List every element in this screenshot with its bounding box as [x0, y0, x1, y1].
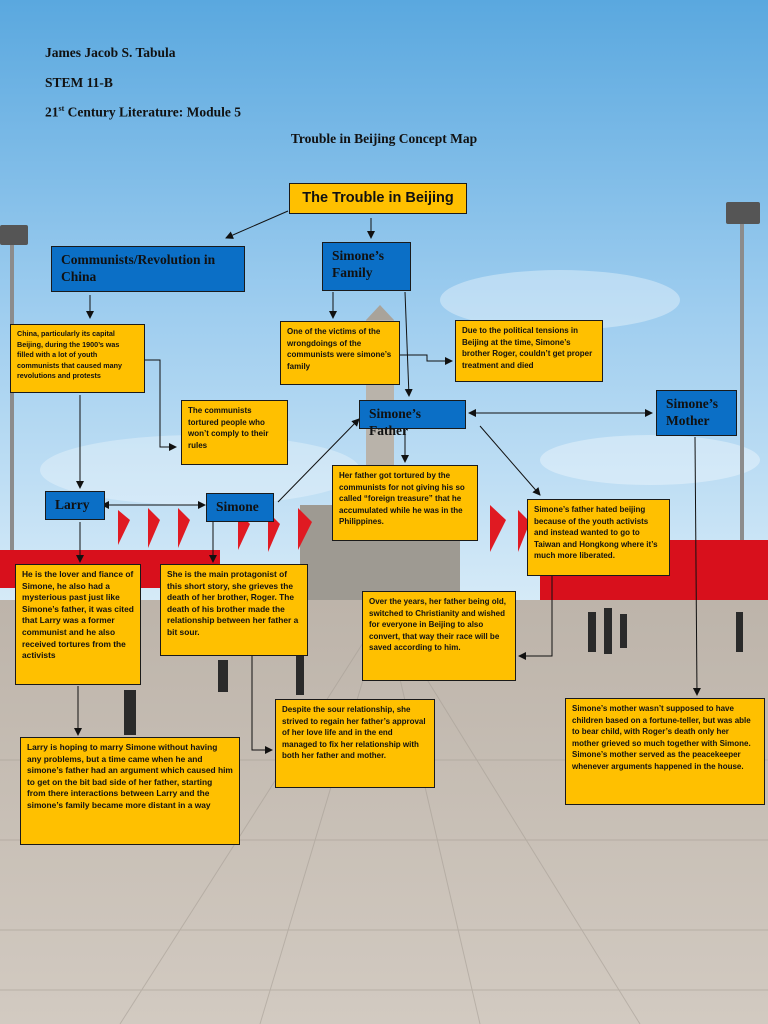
- communists-node: Communists/Revolution in China: [51, 246, 245, 292]
- father-node: Simone’s Father: [359, 400, 466, 429]
- note-tortured: The communists tortured people who won’t comply to their rules: [181, 400, 288, 465]
- note-victims: One of the victims of the wrongdoings of the communists were simone’s family: [280, 321, 400, 385]
- note-father-hated: Simone’s father hated beijing because of the youth activists and instead wanted to go to Taiwan and Hongkong where it’s much more liberated.: [527, 499, 670, 576]
- note-father-tortured: Her father got tortured by the communists for not giving his so called “foreign treasure” that he accumulated while he was in the Philippines.: [332, 465, 478, 541]
- simone-node: Simone: [206, 493, 274, 522]
- note-mother-teller: Simone’s mother wasn’t supposed to have children based on a fortune-teller, but was able to bear child, with Roger’s death only her mother grieved so much together with Simone. Simone’s mother served as the peacekeeper whenever arguments happened in the house.: [565, 698, 765, 805]
- course-module: 21st Century Literature: Module 5: [45, 104, 242, 120]
- note-larry-hoping: Larry is hoping to marry Simone without having any problems, but a time came when he and simone’s father had an argument which caused him to get on the bit bad side of her father, starting from there interactions between Larry and the simone’s family became more distant in a way: [20, 737, 240, 845]
- larry-node: Larry: [45, 491, 105, 520]
- root-node: The Trouble in Beijing: [289, 183, 467, 214]
- note-china: China, particularly its capital Beijing, during the 1900’s was filled with a lot of youth communists that caused many revolutions and protests: [10, 324, 145, 393]
- concept-map-title: Trouble in Beijing Concept Map: [290, 131, 478, 146]
- note-christianity: Over the years, her father being old, switched to Christianity and wished for everyone in Beijing to also convert, that way their race will be saved according to him.: [362, 591, 516, 681]
- note-larry-lover: He is the lover and fiance of Simone, he also had a mysterious past just like Simone’s father, it was cited that Larry was a former communist and he also received tortures from the activists: [15, 564, 141, 685]
- class-section: STEM 11-B: [45, 75, 113, 90]
- note-despite: Despite the sour relationship, she strived to regain her father’s approval of her love life and in the end managed to fix her relationship with both her father and mother.: [275, 699, 435, 788]
- note-simone-protagonist: She is the main protagonist of this short story, she grieves the death of her brother, Roger. The death of his brother made the relationship between her father a bit sour.: [160, 564, 308, 656]
- family-node: Simone’s Family: [322, 242, 411, 291]
- note-roger: Due to the political tensions in Beijing at the time, Simone’s brother Roger, couldn’t get proper treatment and died: [455, 320, 603, 382]
- student-name: James Jacob S. Tabula: [45, 45, 176, 60]
- mother-node: Simone’s Mother: [656, 390, 737, 436]
